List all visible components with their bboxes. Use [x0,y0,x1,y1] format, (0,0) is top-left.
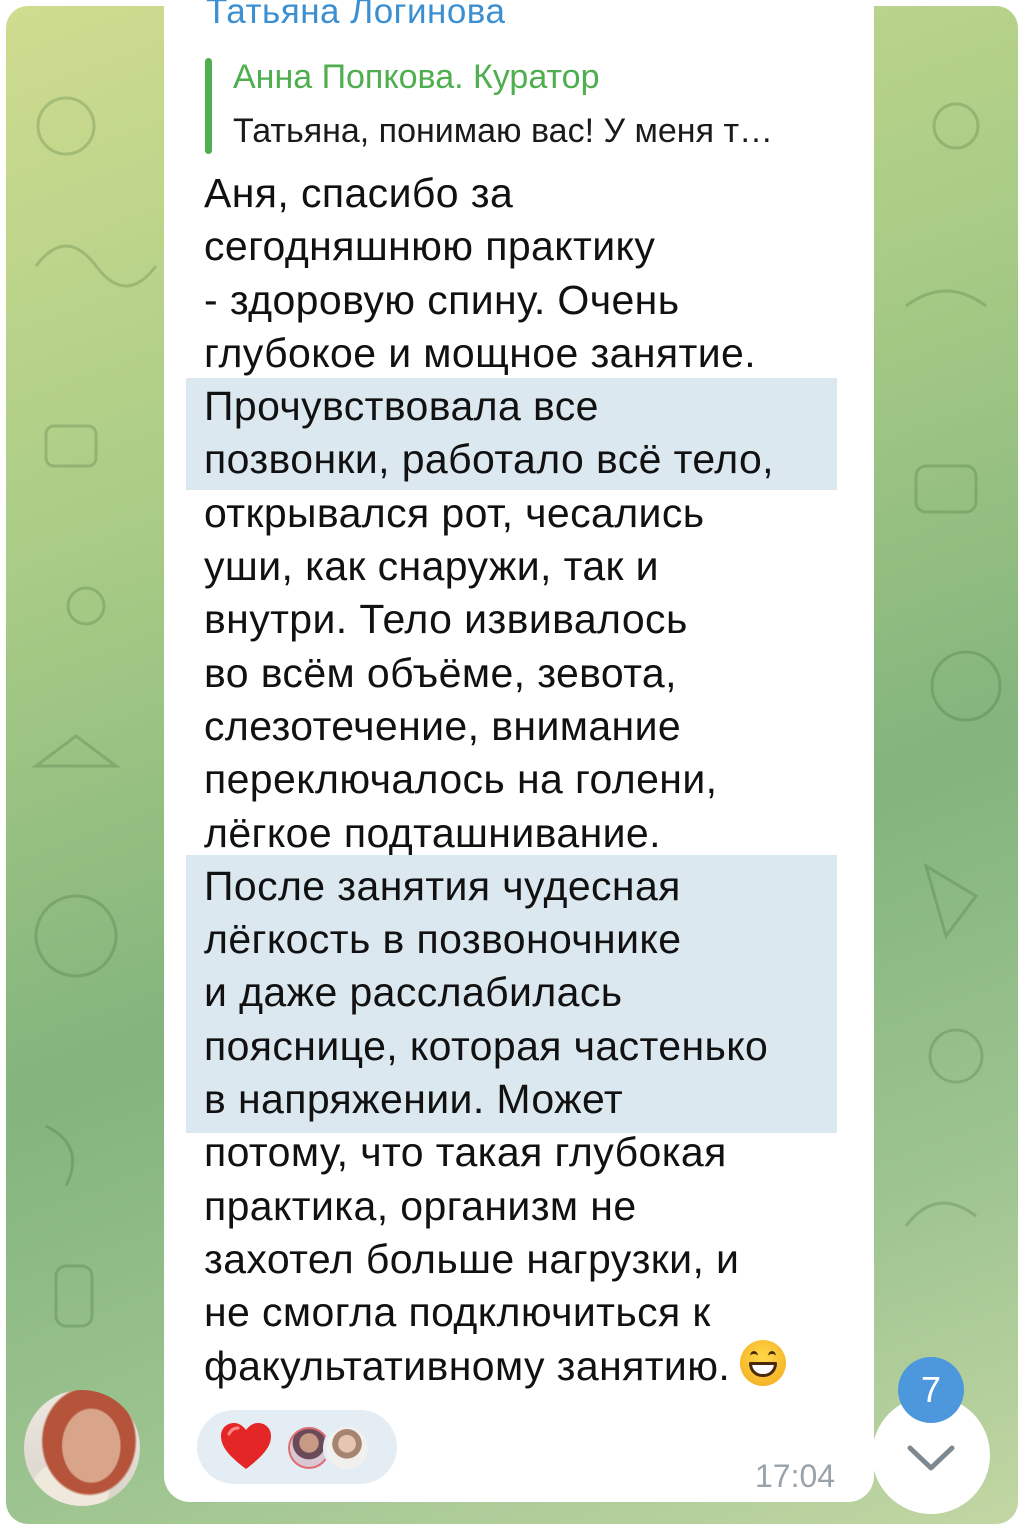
emoji-mouth [749,1362,777,1377]
message-line: После занятия чудесная [204,862,681,909]
message-text[interactable] [204,167,864,1393]
reactions-pill[interactable] [197,1410,397,1484]
message-line: лёгкое подташнивание. [204,809,661,856]
red-heart-icon [219,1422,273,1472]
message-line: факультативному занятию. [204,1342,731,1389]
reply-preview-text: Татьяна, понимаю вас! У меня т… [233,112,774,150]
unread-count-badge[interactable]: 7 [898,1357,964,1423]
message-line: уши, как снаружи, так и [204,543,659,590]
reply-quote[interactable] [205,58,855,154]
message-line: захотел больше нагрузки, и [204,1235,740,1282]
message-line: открывался рот, чесались [204,489,705,536]
message-line: пояснице, которая частенько [204,1022,769,1069]
message-line: сегодняшнюю практику [204,223,656,270]
reply-author-name: Анна Попкова. Куратор [233,58,600,96]
message-line: Прочувствовала все [204,383,599,430]
message-line: и даже расслабилась [204,969,623,1016]
message-line: во всём объёме, зевота, [204,649,677,696]
sender-avatar[interactable] [24,1390,140,1506]
message-line: в напряжении. Может [204,1076,624,1123]
message-line: Аня, спасибо за [204,170,514,216]
message-line: позвонки, работало всё тело, [204,436,774,483]
grinning-face-emoji-icon [740,1340,786,1386]
message-line: практика, организм не [204,1182,637,1229]
reply-accent-bar [205,58,212,154]
message-timestamp: 17:04 [755,1458,836,1494]
reactor-avatar-2 [323,1424,371,1472]
message-line: внутри. Тело извивалось [204,596,688,643]
message-author-name[interactable]: Татьяна Логинова [206,0,506,31]
message-line: слезотечение, внимание [204,702,682,749]
message-line: переключалось на голени, [204,756,718,803]
message-line: лёгкость в позвоночнике [204,916,682,963]
message-line-last [204,1340,864,1393]
message-line: глубокое и мощное занятие. [204,329,756,376]
message-line: - здоровую спину. Очень [204,276,680,323]
message-line: не смогла подключиться к [204,1289,711,1336]
message-line: потому, что такая глубокая [204,1129,727,1176]
